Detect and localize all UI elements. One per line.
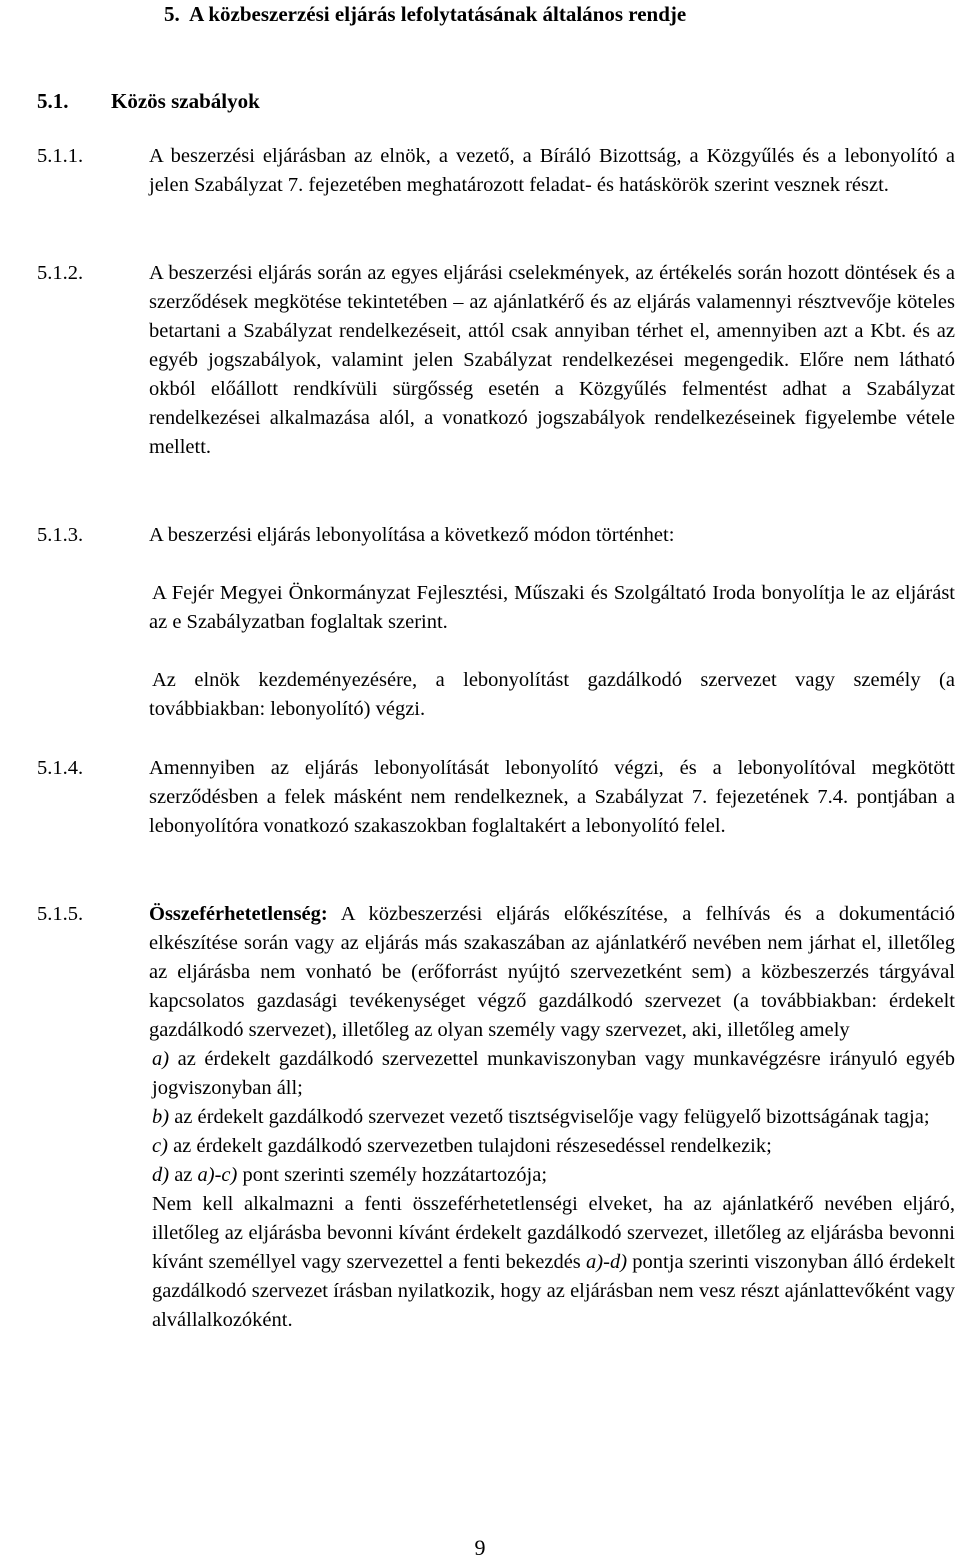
closing-text: Nem kell alkalmazni a fenti összeférhetetlenségi elveket, ha az ajánlatkérő nevében eljáró, illetőleg az eljárásba bevonni kívánt érdekelt gazdálkodó szervezet, illetőleg az eljárásba bevonni kívánt személlyel vagy szervezettel a fenti bekezdés: [152, 1193, 955, 1273]
item-label: d): [152, 1164, 170, 1186]
list-item: [152, 1103, 955, 1132]
chapter-heading: 5. A közbeszerzési eljárás lefolytatásának általános rendje: [164, 2, 687, 26]
list-item: [152, 1045, 955, 1103]
list-item: [152, 1132, 955, 1161]
page-number: 9: [474, 1535, 486, 1560]
clause-paragraph: A Fejér Megyei Önkormányzat Fejlesztési, Műszaki és Szolgáltató Iroda bonyolítja le az eljárást az e Szabályzatban foglaltak szerint.: [149, 582, 955, 633]
item-text: az: [174, 1164, 193, 1186]
clause-text: [149, 900, 955, 1045]
clause-5-1-3: [37, 521, 955, 724]
item-text: az érdekelt gazdálkodó szervezet vezető tisztségviselője vagy felügyelő bizottságának tagja;: [174, 1106, 930, 1128]
item-text: az érdekelt gazdálkodó szervezettel munkaviszonyban vagy munkavégzésre irányuló egyéb jogviszonyban áll;: [152, 1048, 956, 1099]
clause-text: A beszerzési eljárásban az elnök, a vezető, a Bíráló Bizottság, a Közgyűlés és a lebonyolító a jelen Szabályzat 7. fejezetében meghatározott feladat- és hatáskörök szerint vesznek részt.: [149, 145, 955, 196]
item-reference: a)-c): [197, 1164, 238, 1186]
list-item: [152, 1161, 955, 1190]
closing-paragraph: [152, 1190, 955, 1335]
clause-number: 5.1.1.: [37, 145, 84, 167]
item-label: c): [152, 1135, 168, 1157]
section-heading: [37, 88, 260, 114]
clause-text: A beszerzési eljárás lebonyolítása a következő módon történhet:: [149, 524, 675, 546]
clause-number: 5.1.4.: [37, 757, 84, 779]
clause-number: 5.1.3.: [37, 524, 84, 546]
item-label: a): [152, 1048, 170, 1070]
clause-body: A közbeszerzési eljárás előkészítése, a felhívás és a dokumentáció elkészítése során vagy az eljárás más szakaszában az ajánlatkérő nevében nem járhat el, illetőleg az eljárásba nem vonható be (erőforrást nyújtó szervezetként sem) a közbeszerzés tárgyával kapcsolatos gazdasági tevékenységet végző gazdálkodó szervezet (a továbbiakban: érdekelt gazdálkodó szervezet), illetőleg az olyan személy vagy szervezet, aki, illetőleg amely: [149, 903, 956, 1041]
section-number: 5.1.: [37, 89, 69, 113]
item-label: b): [152, 1106, 170, 1128]
clause-5-1-2: [37, 259, 955, 462]
clause-text: Amennyiben az eljárás lebonyolítását lebonyolító végzi, és a lebonyolítóval megkötött szerződésben a felek másként nem rendelkeznek, a Szabályzat 7. fejezetének 7.4. pontjában a lebonyolítóra vonatkozó szakaszokban foglaltakért a lebonyolító felel.: [149, 757, 955, 837]
item-text: pont szerinti személy hozzátartozója;: [242, 1164, 548, 1186]
clause-5-1-4: [37, 754, 955, 841]
closing-reference: a)-d): [586, 1251, 628, 1273]
clause-term: Összeférhetetlenség:: [149, 903, 328, 925]
clause-text: A beszerzési eljárás során az egyes eljárási cselekmények, az értékelés során hozott döntések és a szerződések megkötése tekintetében – az ajánlatkérő és az eljárás valamennyi résztvevője köteles betartani a Szabályzat rendelkezéseit, attól csak annyiban térhet el, amennyiben azt a Kbt. és az egyéb jogszabályok, valamint jelen Szabályzat rendelkezései megengedik. Előre nem látható okból előállott rendkívüli sürgősség esetén a Közgyűlés felmentést adhat a Szabályzat rendelkezései alkalmazása alól, a vonatkozó jogszabályok rendelkezéseinek figyelembe vétele mellett.: [149, 262, 955, 458]
closing-text: pontja szerinti viszonyban álló érdekelt gazdálkodó szervezet írásban nyilatkozik, hogy az eljárásban nem vesz részt ajánlattevőként vagy alvállalkozóként.: [152, 1251, 956, 1331]
clause-number: 5.1.5.: [37, 903, 84, 925]
clause-paragraph: Az elnök kezdeményezésére, a lebonyolítást gazdálkodó szervezet vagy személy (a továbbiakban: lebonyolító) végzi.: [149, 669, 955, 720]
item-text: az érdekelt gazdálkodó szervezetben tulajdoni részesedéssel rendelkezik;: [173, 1135, 772, 1157]
clause-number: 5.1.2.: [37, 262, 84, 284]
clause-5-1-5: [37, 900, 955, 1335]
section-title: Közös szabályok: [111, 89, 260, 113]
clause-5-1-1: [37, 142, 955, 200]
